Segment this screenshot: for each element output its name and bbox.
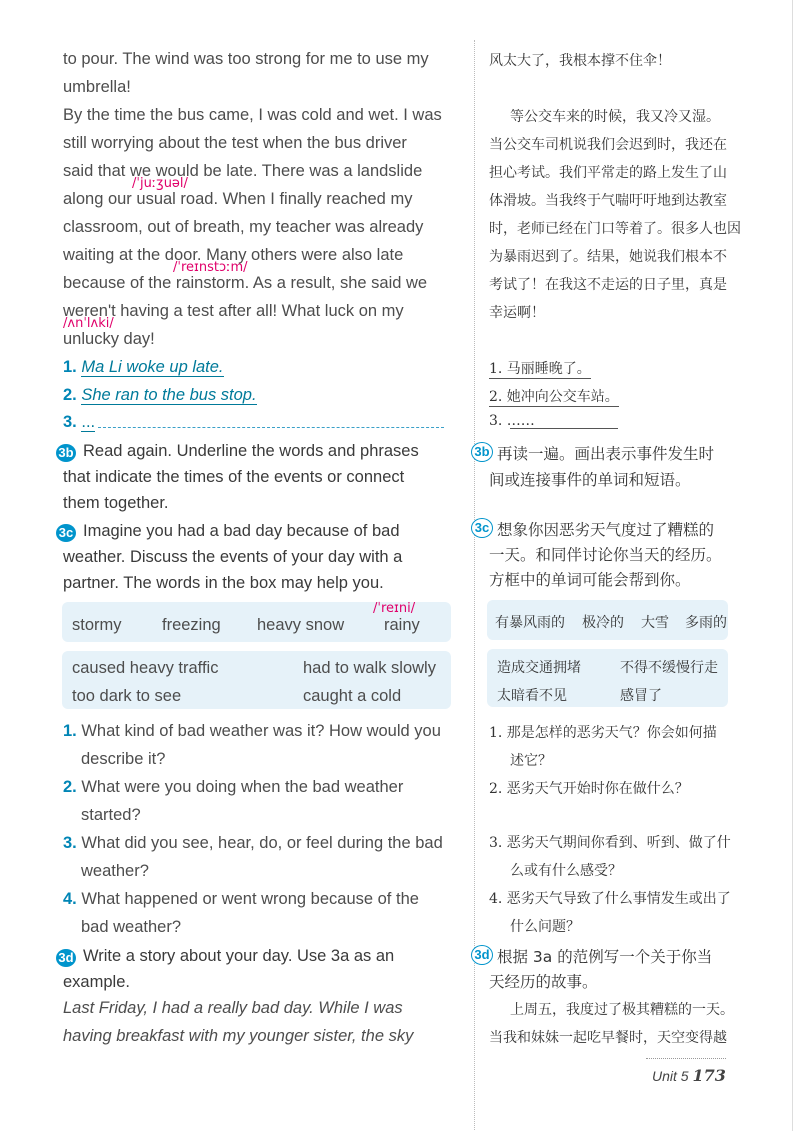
translation-line: 体滑坡。当我终于气喘吁吁地到达教室 <box>489 193 727 209</box>
translation-line: 担心考试。我们平常走的路上发生了山 <box>489 165 727 181</box>
passage-line: because of the rainstorm. As a result, she said we <box>63 274 428 292</box>
badge-3d: 3d <box>56 949 76 967</box>
answer-2: 2. She ran to the bus stop. <box>63 386 257 404</box>
translation-answer-3: 3. …… <box>489 413 535 429</box>
word-zh: 有暴风雨的 <box>495 615 565 631</box>
passage-line: waiting at the door. Many others were also late <box>63 246 404 264</box>
passage-line: umbrella! <box>63 78 131 96</box>
question-3: 3. What did you see, hear, do, or feel during the bad <box>63 834 443 852</box>
task-3d-line: example. <box>63 973 130 991</box>
question-4-cont: bad weather? <box>81 918 181 936</box>
translation-answer-1: 1. 马丽睡晚了。 <box>489 358 591 379</box>
question-zh-line: 什么问题？ <box>510 919 580 935</box>
phrase-zh: 不得不缓慢行走 <box>620 660 718 676</box>
passage-line: classroom, out of breath, my teacher was already <box>63 218 424 236</box>
badge-3c-zh: 3c <box>471 518 493 538</box>
word-stormy: stormy <box>72 616 122 634</box>
task-3b-line: that indicate the times of the events or connect <box>63 468 405 486</box>
story-line: having breakfast with my younger sister, the sky <box>63 1027 414 1045</box>
passage-line: along our usual road. When I finally reached my <box>63 190 413 208</box>
passage-line: By the time the bus came, I was cold and wet. I was <box>63 106 442 124</box>
page-footer <box>652 1066 726 1085</box>
phrase-zh: 感冒了 <box>620 688 662 704</box>
badge-3b-zh: 3b <box>471 442 493 462</box>
answer-dashed-line <box>98 427 444 428</box>
column-divider <box>474 40 475 1130</box>
task-3c-line: weather. Discuss the events of your day with a <box>63 548 403 566</box>
translation-line: 等公交车来的时候，我又冷又湿。 <box>510 109 720 125</box>
word-freezing: freezing <box>162 616 221 634</box>
phrase-caused-heavy-traffic: caused heavy traffic <box>72 659 219 677</box>
question-4: 4. What happened or went wrong because of the <box>63 890 419 908</box>
task-3c-line: Imagine you had a bad day because of bad <box>83 522 400 540</box>
task-3d-zh-line: 天经历的故事。 <box>489 973 598 991</box>
footer-rule <box>646 1058 726 1059</box>
task-3b-line: Read again. Underline the words and phrases <box>83 442 419 460</box>
badge-3b: 3b <box>56 444 76 462</box>
story-line: Last Friday, I had a really bad day. While I was <box>63 999 403 1017</box>
translation-answer-line <box>510 428 618 429</box>
passage-line: to pour. The wind was too strong for me to use my <box>63 50 429 68</box>
ipa-rainstorm: /ˈreɪnstɔːm/ <box>173 260 248 275</box>
translation-line: 考试了！在我这不走运的日子里，真是 <box>489 277 727 293</box>
story-zh-line: 当我和妹妹一起吃早餐时，天空变得越 <box>489 1030 727 1046</box>
word-rainy: rainy <box>384 616 420 634</box>
phrase-caught-a-cold: caught a cold <box>303 687 402 705</box>
question-zh-line: 4. 恶劣天气导致了什么事情发生或出了 <box>489 891 731 907</box>
question-zh-line: 3. 恶劣天气期间你看到、听到、做了什 <box>489 835 731 851</box>
page-number: 173 <box>692 1066 726 1085</box>
translation-line: 幸运啊！ <box>489 305 545 321</box>
passage-line: said that we would be late. There was a landslide <box>63 162 423 180</box>
task-3d-zh-line: 根据 3a 的范例写一个关于你当 <box>497 948 713 966</box>
task-3b-line: them together. <box>63 494 169 512</box>
task-3b-zh-line: 再读一遍。画出表示事件发生时 <box>497 445 715 463</box>
unit-label: Unit 5 <box>652 1068 689 1084</box>
word-heavy-snow: heavy snow <box>257 616 345 634</box>
phrase-too-dark-to-see: too dark to see <box>72 687 182 705</box>
word-zh: 多雨的 <box>685 615 727 631</box>
task-3c-zh-line: 方框中的单词可能会帮到你。 <box>489 571 691 589</box>
question-2: 2. What were you doing when the bad weather <box>63 778 404 796</box>
phrase-had-to-walk-slowly: had to walk slowly <box>303 659 436 677</box>
question-zh-line: 1. 那是怎样的恶劣天气？你会如何描 <box>489 725 717 741</box>
answer-3: 3. ... <box>63 413 96 431</box>
task-3c-zh-line: 想象你因恶劣天气度过了糟糕的 <box>497 521 715 539</box>
badge-3d-zh: 3d <box>471 945 493 965</box>
translation-line: 当公交车司机说我们会迟到时，我还在 <box>489 137 727 153</box>
passage-line: still worrying about the test when the bus driver <box>63 134 407 152</box>
question-zh-line: 么或有什么感受？ <box>510 863 622 879</box>
translation-line: 为暴雨迟到了。结果，她说我们根本不 <box>489 249 727 265</box>
ipa-rainy: /ˈreɪni/ <box>373 601 416 616</box>
question-1: 1. What kind of bad weather was it? How would you <box>63 722 441 740</box>
task-3d-line: Write a story about your day. Use 3a as an <box>83 947 395 965</box>
task-3b-zh-line: 间或连接事件的单词和短语。 <box>489 471 691 489</box>
badge-3c: 3c <box>56 524 76 542</box>
answer-1: 1. Ma Li woke up late. <box>63 358 224 376</box>
question-3-cont: weather? <box>81 862 149 880</box>
question-2-cont: started? <box>81 806 141 824</box>
task-3c-line: partner. The words in the box may help you. <box>63 574 384 592</box>
story-zh-line: 上周五，我度过了极其糟糕的一天。 <box>510 1002 734 1018</box>
task-3c-zh-line: 一天。和同伴讨论你当天的经历。 <box>489 546 722 564</box>
word-zh: 大雪 <box>641 615 669 631</box>
translation-line: 风太大了，我根本撑不住伞！ <box>489 53 671 69</box>
phrase-zh: 造成交通拥堵 <box>497 660 581 676</box>
question-1-cont: describe it? <box>81 750 166 768</box>
passage-line: unlucky day! <box>63 330 155 348</box>
translation-line: 时，老师已经在门口等着了。很多人也因 <box>489 221 741 237</box>
phrase-zh: 太暗看不见 <box>497 688 567 704</box>
right-margin-line <box>792 0 793 1131</box>
question-zh-line: 述它？ <box>510 753 552 769</box>
passage-line: weren't having a test after all! What luck on my <box>63 302 404 320</box>
ipa-usual: /ˈjuːʒuəl/ <box>132 176 188 191</box>
ipa-unlucky: /ʌnˈlʌki/ <box>63 316 114 331</box>
word-zh: 极冷的 <box>582 615 624 631</box>
translation-answer-2: 2. 她冲向公交车站。 <box>489 386 619 407</box>
question-zh-line: 2. 恶劣天气开始时你在做什么？ <box>489 781 689 797</box>
